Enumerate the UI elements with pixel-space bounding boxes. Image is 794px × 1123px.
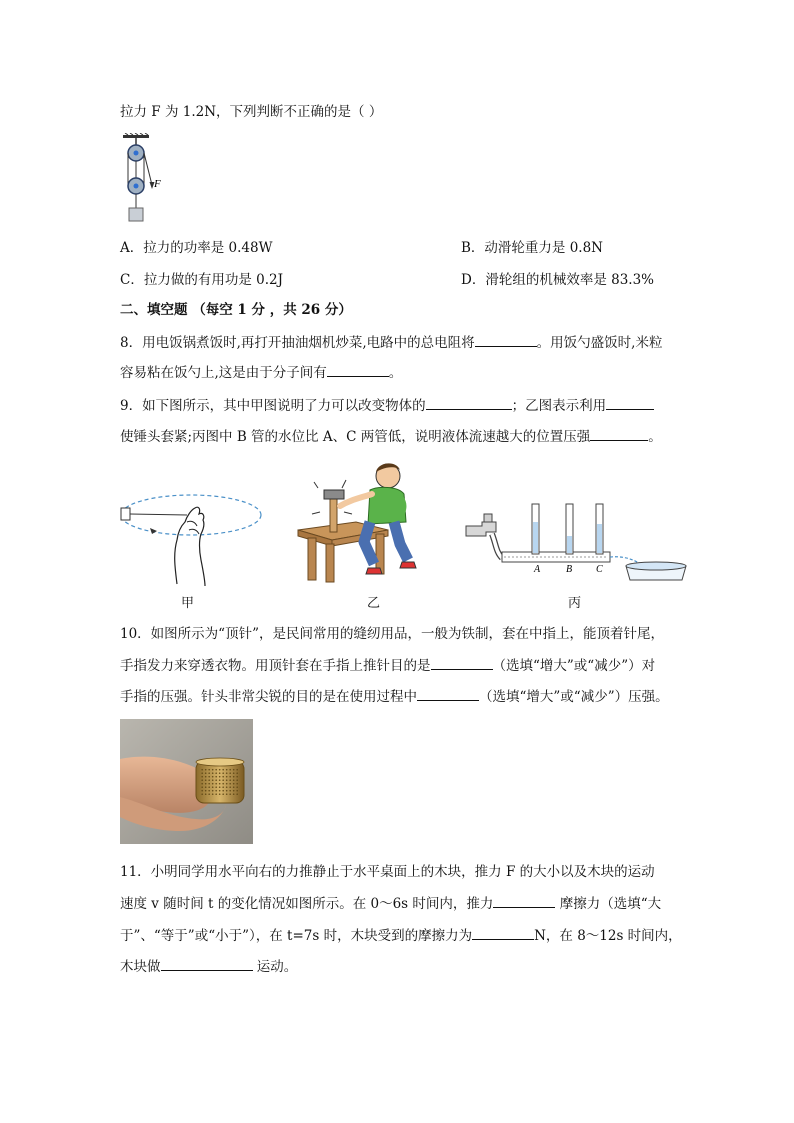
figure-jia-circular-motion <box>115 488 265 588</box>
q7-option-c: C．拉力做的有用功是 0.2J <box>120 272 284 288</box>
q10-line-1: 10．如图所示为“顶针”，是民间常用的缝纫用品，一般为铁制，套在中指上，能顶着针尾， <box>120 626 664 642</box>
tube-label-b: B <box>566 564 573 575</box>
q11-text-2b: 摩擦力（选填“大 <box>555 896 662 912</box>
q10-text-3b: （选填“增大”或“减少”）压强。 <box>479 689 669 705</box>
q11-text-3a: 于”、“等于”或“小于”），在 t=7s 时，木块受到的摩擦力为 <box>120 928 473 944</box>
q9-blank-1[interactable] <box>426 395 512 410</box>
q8-blank-2[interactable] <box>327 362 389 377</box>
q10-line-3 <box>120 686 669 707</box>
q8-text-1b: 。用饭勺盛饭时,米粒 <box>536 335 663 351</box>
caption-bing: 丙 <box>568 596 582 611</box>
q11-text-3b: N，在 8～12s 时间内， <box>534 928 682 944</box>
q11-blank-2[interactable] <box>472 925 534 940</box>
thimble-photo <box>120 719 253 844</box>
figure-bing-tube-pressure <box>462 496 692 588</box>
caption-yi: 乙 <box>367 596 381 611</box>
q10-blank-2[interactable] <box>417 686 479 701</box>
q7-stem: 拉力 F 为 1.2N，下列判断不正确的是（ ） <box>120 104 383 120</box>
q9-line-2 <box>120 426 662 447</box>
q11-blank-3[interactable] <box>161 956 253 971</box>
q11-text-2a: 速度 v 随时间 t 的变化情况如图所示。在 0～6s 时间内，推力 <box>120 896 494 912</box>
q7-option-b: B．动滑轮重力是 0.8N <box>461 240 603 256</box>
q11-text-4a: 木块做 <box>120 959 161 975</box>
q9-blank-3[interactable] <box>590 426 648 441</box>
q9-blank-2[interactable] <box>606 395 654 410</box>
q11-line-2 <box>120 893 661 914</box>
pulley-system-figure <box>120 133 176 225</box>
q11-blank-1[interactable] <box>493 893 555 908</box>
q9-text-2a: 使锤头套紧;丙图中 B 管的水位比 A、C 两管低，说明液体流速越大的位置压强 <box>120 429 591 445</box>
q9-text-1a: 9．如下图所示，其中甲图说明了力可以改变物体的 <box>120 398 426 414</box>
caption-jia: 甲 <box>181 596 195 611</box>
tube-label-c: C <box>596 564 603 575</box>
q10-blank-1[interactable] <box>431 655 493 670</box>
q10-text-2a: 手指发力来穿透衣物。用顶针套在手指上推针目的是 <box>120 658 431 674</box>
q8-text-2b: 。 <box>388 365 403 381</box>
q9-line-1 <box>120 395 654 416</box>
q10-line-2 <box>120 655 655 676</box>
q8-line-2 <box>120 362 402 383</box>
q7-option-d: D．滑轮组的机械效率是 83.3% <box>461 272 655 288</box>
q11-line-3 <box>120 925 682 946</box>
q9-text-2b: 。 <box>648 429 662 445</box>
q10-text-2b: （选填“增大”或“减少”）对 <box>492 658 656 674</box>
q7-option-a: A．拉力的功率是 0.48W <box>120 240 273 256</box>
q8-line-1 <box>120 332 662 353</box>
q8-text-1a: 8．用电饭锅煮饭时,再打开抽油烟机炒菜,电路中的总电阻将 <box>120 335 475 351</box>
q11-line-1: 11．小明同学用水平向右的力推静止于水平桌面上的木块，推力 F 的大小以及木块的运动 <box>120 864 655 880</box>
section-heading: 二、填空题 （每空 1 分 ，共 26 分） <box>120 302 352 318</box>
force-label-F: F <box>154 178 161 190</box>
q11-text-4b: 运动。 <box>252 959 298 975</box>
q8-text-2a: 容易粘在饭勺上,这是由于分子间有 <box>120 365 327 381</box>
tube-label-a: A <box>534 564 541 575</box>
q10-text-3a: 手指的压强。针头非常尖锐的目的是在使用过程中 <box>120 689 417 705</box>
q9-text-1b: ；乙图表示利用 <box>511 398 607 414</box>
q8-blank-1[interactable] <box>475 332 537 347</box>
figure-yi-hammer-boy <box>296 460 426 585</box>
q11-line-4 <box>120 956 297 977</box>
